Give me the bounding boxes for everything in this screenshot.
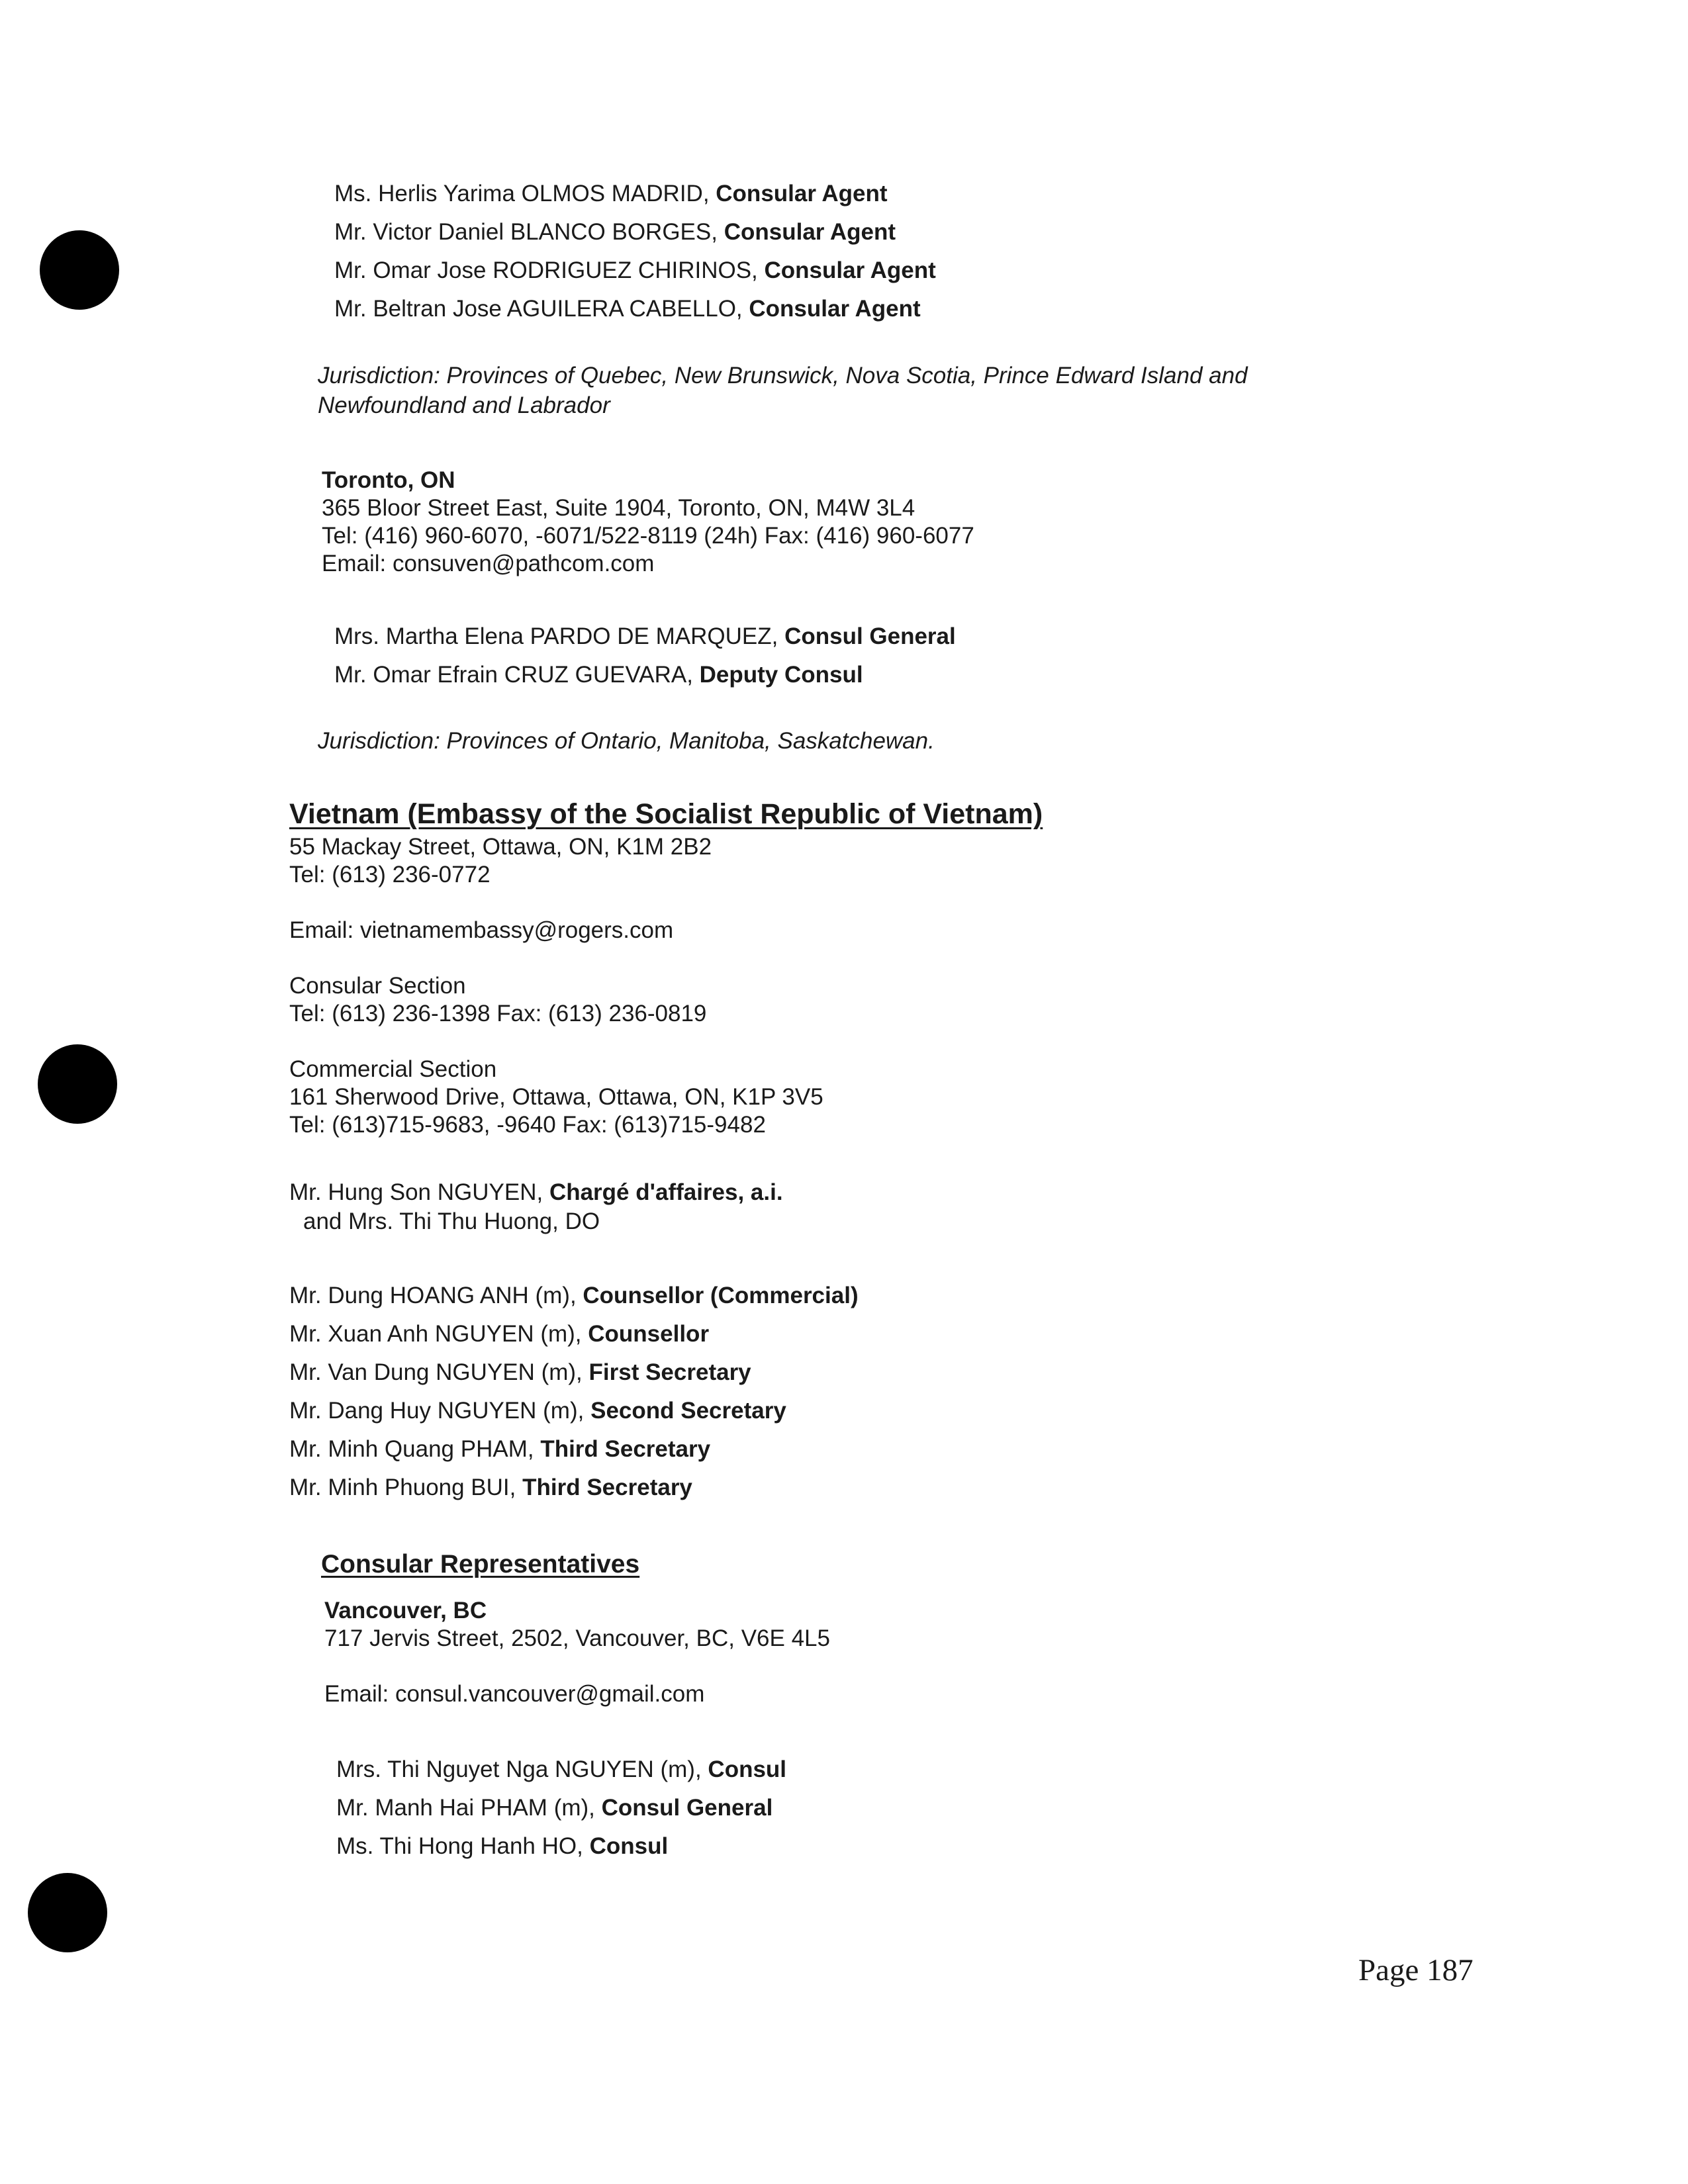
person-title: Consul xyxy=(589,1833,669,1859)
office-email: Email: consul.vancouver@gmail.com xyxy=(324,1681,705,1707)
list-item xyxy=(336,1794,773,1822)
list-item xyxy=(334,295,921,323)
commercial-section-label: Commercial Section xyxy=(289,1056,497,1082)
head-spouse: and Mrs. Thi Thu Huong, DO xyxy=(303,1208,600,1234)
consular-section-phone: Tel: (613) 236-1398 Fax: (613) 236-0819 xyxy=(289,1001,707,1026)
person-title: Consular Agent xyxy=(764,257,936,283)
person-name: Mr. Dang Huy NGUYEN (m), xyxy=(289,1398,585,1424)
person-title: Chargé d'affaires, a.i. xyxy=(549,1179,783,1205)
person-name: Ms. Herlis Yarima OLMOS MADRID, xyxy=(334,181,710,206)
list-item xyxy=(289,1474,692,1502)
person-title: Counsellor xyxy=(588,1321,710,1347)
person-title: Third Secretary xyxy=(522,1475,692,1500)
person-title: First Secretary xyxy=(588,1359,751,1385)
person-title: Consul xyxy=(708,1756,787,1782)
person-title: Deputy Consul xyxy=(699,662,863,688)
person-title: Consular Agent xyxy=(749,296,921,322)
office-city: Toronto, ON xyxy=(322,467,455,493)
list-item xyxy=(289,1320,709,1348)
section-heading: Vietnam (Embassy of the Socialist Republic of Vietnam) xyxy=(289,798,1043,830)
person-name: Mr. Omar Efrain CRUZ GUEVARA, xyxy=(334,662,693,688)
person-title: Counsellor (Commercial) xyxy=(583,1283,859,1308)
person-name: Mr. Omar Jose RODRIGUEZ CHIRINOS, xyxy=(334,257,758,283)
list-item xyxy=(289,1282,859,1310)
office-address: 365 Bloor Street East, Suite 1904, Toronto, ON, M4W 3L4 xyxy=(322,495,915,521)
list-item xyxy=(334,180,888,208)
person-name: Mrs. Martha Elena PARDO DE MARQUEZ, xyxy=(334,623,778,649)
jurisdiction-text: Jurisdiction: Provinces of Ontario, Manitoba, Saskatchewan. xyxy=(318,728,935,754)
list-item xyxy=(336,1833,668,1860)
commercial-section-phone: Tel: (613)715-9683, -9640 Fax: (613)715-9482 xyxy=(289,1112,766,1138)
person-title: Consul General xyxy=(601,1795,773,1821)
jurisdiction-text: Newfoundland and Labrador xyxy=(318,392,610,418)
person-name: Mr. Minh Quang PHAM, xyxy=(289,1436,534,1462)
subsection-heading: Consular Representatives xyxy=(321,1550,640,1578)
page-number: Page 187 xyxy=(1358,1953,1474,1987)
punch-hole-bottom xyxy=(28,1873,107,1952)
person-name: Mr. Manh Hai PHAM (m), xyxy=(336,1795,595,1821)
person-title: Second Secretary xyxy=(590,1398,786,1424)
office-city: Vancouver, BC xyxy=(324,1598,487,1623)
head-of-mission xyxy=(289,1179,783,1206)
embassy-email: Email: vietnamembassy@rogers.com xyxy=(289,917,674,943)
commercial-section-address: 161 Sherwood Drive, Ottawa, Ottawa, ON, K1P 3V5 xyxy=(289,1084,823,1110)
jurisdiction-text: Jurisdiction: Provinces of Quebec, New Brunswick, Nova Scotia, Prince Edward Island and xyxy=(318,363,1248,388)
person-name: Mr. Victor Daniel BLANCO BORGES, xyxy=(334,219,718,245)
list-item xyxy=(334,661,863,689)
person-name: Ms. Thi Hong Hanh HO, xyxy=(336,1833,583,1859)
list-item xyxy=(334,623,956,651)
person-name: Mr. Van Dung NGUYEN (m), xyxy=(289,1359,583,1385)
punch-hole-top xyxy=(40,230,119,310)
person-name: Mrs. Thi Nguyet Nga NGUYEN (m), xyxy=(336,1756,702,1782)
list-item xyxy=(334,257,936,285)
office-address: 717 Jervis Street, 2502, Vancouver, BC, V6E 4L5 xyxy=(324,1625,830,1651)
person-name: Mr. Hung Son NGUYEN, xyxy=(289,1179,543,1205)
office-phone: Tel: (416) 960-6070, -6071/522-8119 (24h) Fax: (416) 960-6077 xyxy=(322,523,974,549)
list-item xyxy=(334,218,896,246)
office-email: Email: consuven@pathcom.com xyxy=(322,551,655,576)
person-title: Third Secretary xyxy=(540,1436,711,1462)
person-name: Mr. Minh Phuong BUI, xyxy=(289,1475,516,1500)
person-title: Consul General xyxy=(784,623,956,649)
person-name: Mr. Dung HOANG ANH (m), xyxy=(289,1283,577,1308)
consular-section-label: Consular Section xyxy=(289,973,466,999)
embassy-phone: Tel: (613) 236-0772 xyxy=(289,862,491,887)
list-item xyxy=(289,1435,710,1463)
person-title: Consular Agent xyxy=(716,181,888,206)
list-item xyxy=(289,1397,786,1425)
person-name: Mr. Beltran Jose AGUILERA CABELLO, xyxy=(334,296,743,322)
list-item xyxy=(289,1359,751,1387)
person-name: Mr. Xuan Anh NGUYEN (m), xyxy=(289,1321,582,1347)
list-item xyxy=(336,1756,786,1784)
punch-hole-middle xyxy=(38,1044,117,1124)
embassy-address: 55 Mackay Street, Ottawa, ON, K1M 2B2 xyxy=(289,834,712,860)
person-title: Consular Agent xyxy=(724,219,896,245)
